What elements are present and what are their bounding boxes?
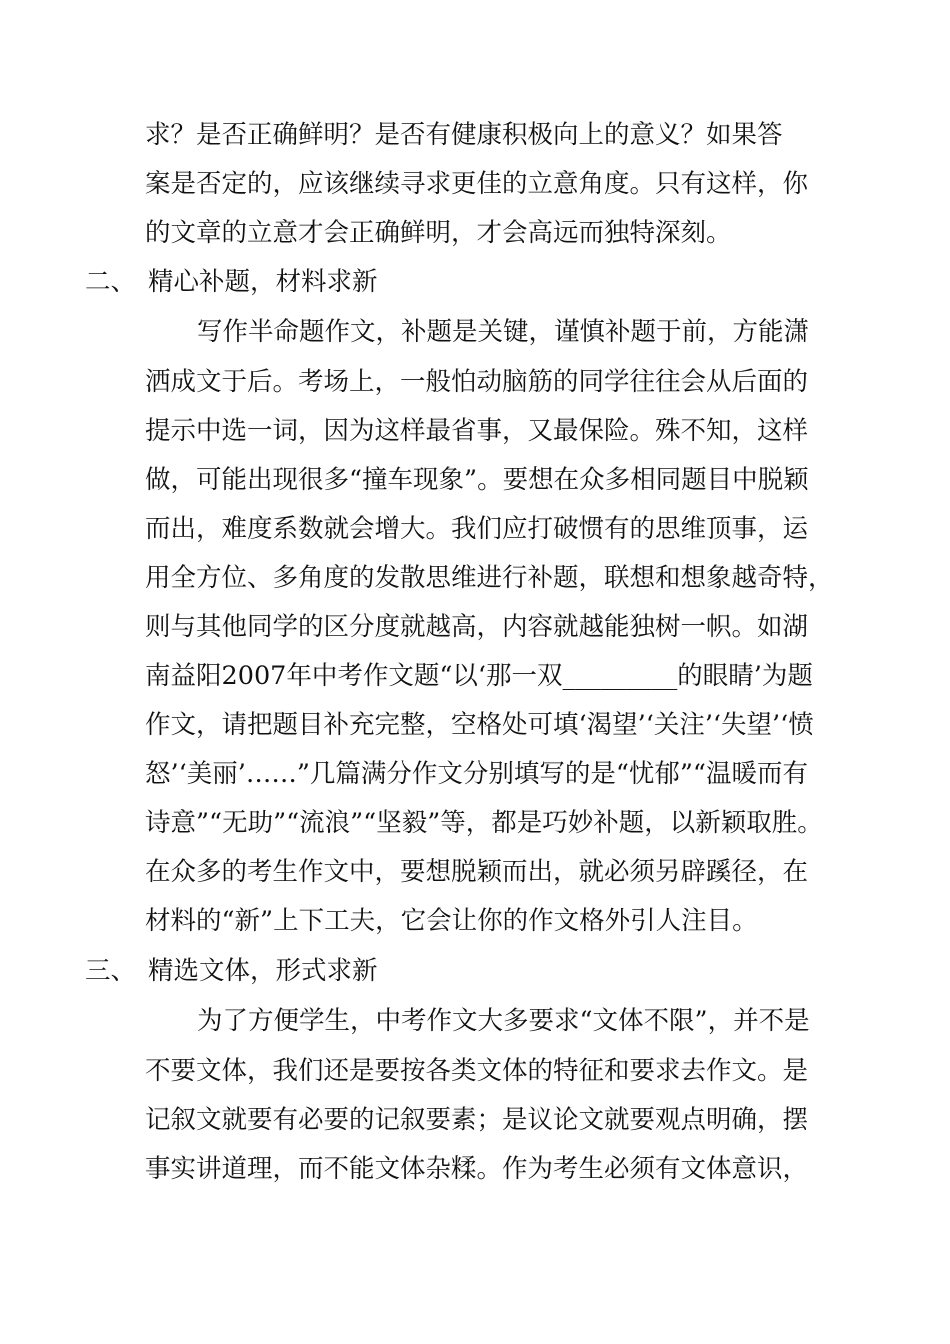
paragraph-line: 怒’‘美丽’……”几篇满分作文分别填写的是“忧郁”“温暖而有 [145,759,808,789]
paragraph-line: 做，可能出现很多“撞车现象”。要想在众多相同题目中脱颖 [145,465,809,495]
paragraph-line: 作文，请把题目补充完整，空格处可填‘渴望’‘关注’‘失望’‘愤 [145,710,814,740]
paragraph-line: 提示中选一词，因为这样最省事，又最保险。殊不知，这样 [145,416,809,446]
section-heading: 精心补题，材料求新 [148,267,378,297]
section-heading: 精选文体，形式求新 [148,956,378,986]
paragraph-line: 而出，难度系数就会增大。我们应打破惯有的思维顶事，运 [145,514,809,544]
paragraph-line: 为了方便学生，中考作文大多要求“文体不限”，并不是 [197,1006,810,1036]
paragraph-line: 用全方位、多角度的发散思维进行补题，联想和想象越奇特， [145,563,834,593]
paragraph-line: 南益阳2007年中考作文题“以‘那一双_________的眼睛’为题 [145,661,813,691]
paragraph-line: 洒成文于后。考场上，一般怕动脑筋的同学往往会从后面的 [145,367,809,397]
paragraph-line: 事实讲道理，而不能文体杂糅。作为考生必须有文体意识， [145,1154,809,1184]
paragraph-line: 不要文体，我们还是要按各类文体的特征和要求去作文。是 [145,1056,809,1086]
paragraph-line: 记叙文就要有必要的记叙要素；是议论文就要观点明确，摆 [145,1105,809,1135]
paragraph-line: 案是否定的，应该继续寻求更佳的立意角度。只有这样，你 [145,169,809,199]
paragraph-line: 材料的“新”上下工夫，它会让你的作文格外引人注目。 [145,906,758,936]
paragraph-line: 求？是否正确鲜明？是否有健康积极向上的意义？如果答 [145,120,783,150]
paragraph-line: 诗意”“无助”“流浪”“坚毅”等，都是巧妙补题，以新颖取胜。 [145,808,823,838]
section-number: 三、 [85,956,137,986]
paragraph-line: 的文章的立意才会正确鲜明，才会高远而独特深刻。 [145,218,732,248]
paragraph-line: 则与其他同学的区分度就越高，内容就越能独树一帜。如湖 [145,612,809,642]
paragraph-line: 在众多的考生作文中，要想脱颖而出，就必须另辟蹊径，在 [145,857,809,887]
section-number: 二、 [85,267,137,297]
paragraph-line: 写作半命题作文，补题是关键，谨慎补题于前，方能潇 [197,317,810,347]
